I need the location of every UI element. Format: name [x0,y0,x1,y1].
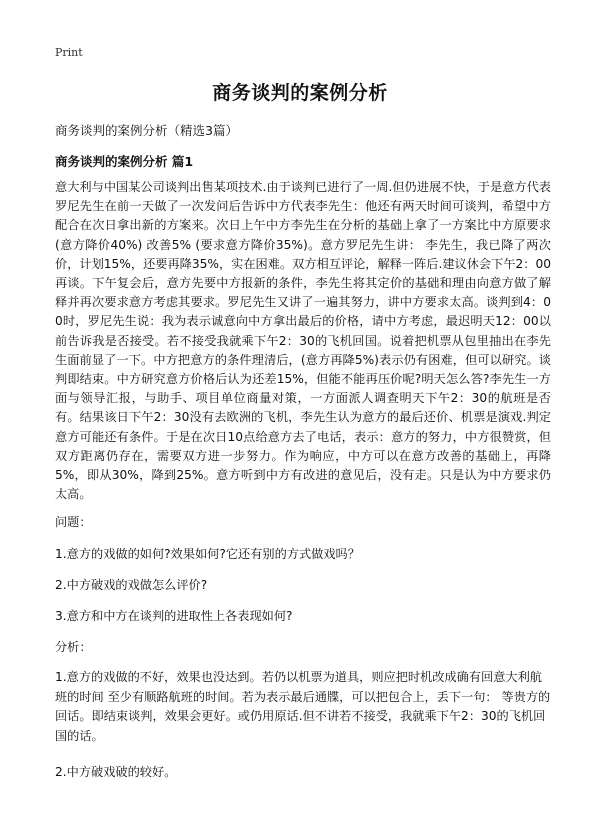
analysis-2: 2.中方破戏破的较好。 [55,765,177,779]
case-body-paragraph: 意大利与中国某公司谈判出售某项技术.由于谈判已进行了一周.但仍进展不快，于是意方代表罗尼先生在前一天做了一次发问后告诉中方代表李先生：他还有两天时间可谈判，希望中方配合在次日拿出新的方案来。次日上午中方李先生在分析的基础上拿了一方案比中方原要求 (意方降价40%) 改善5% (要求意方降价35%)。意方罗尼先生讲： 李先生，我已降了两次价，计划15%，还要再降35%，实在困难。双方相互评论，解释一阵后.建议休会下午2：00再谈。下午复会后，意方先要中方报新的条件，李先生将其定价的基础和理由向意方做了解释并再次要求意方考虑其要求。罗尼先生又讲了一遍其努力，讲中方要求太高。谈判到4：00时，罗尼先生说：我为表示诚意向中方拿出最后的价格，请中方考虑，最迟明天12：00以前告诉我是否接受。若不接受我就乘下午2：30的飞机回国。说着把机票从包里抽出在李先生面前显了一下。中方把意方的条件理清后，(意方再降5%)表示仍有困难，但可以研究。谈判即结束。中方研究意方价格后认为还差15%，但能不能再压价呢?明天怎么答?李先生一方面与领导汇报，与助手、项目单位商量对策，一方面派人调查明天下午2：30的航班是否有。结果该日下午2：30没有去欧洲的飞机，李先生认为意方的最后还价、机票是演戏.判定意方可能还有条件。于是在次日10点给意方去了电话，表示：意方的努力，中方很赞赏，但双方距离仍存在，需要双方进一步努力。作为响应，中方可以在意方改善的基础上，再降5%，即从30%，降到25%。意方听到中方有改进的意见后，没有走。只是认为中方要求仍太高。 [55,180,551,502]
analysis-1: 1.意方的戏做的不好，效果也没达到。若仍以机票为道具，则应把时机改成确有回意大利航班的时间 至少有顺路航班的时间。若为表示最后通牒，可以把包合上，丢下一句： 等贵方的回话。即结束谈判，效果会更好。或仍用原话.但不讲若不接受，我就乘下午2：30的飞机回国的话。 [55,670,551,743]
analysis-label: 分析： [55,640,92,654]
question-2: 2.中方破戏的戏做怎么评价? [55,578,208,592]
document-title: 商务谈判的案例分析 [212,82,388,104]
question-3: 3.意方和中方在谈判的进取性上各表现如何? [55,609,293,623]
questions-label: 问题： [55,515,92,529]
section-heading: 商务谈判的案例分析 篇1 [55,154,194,169]
document-subtitle: 商务谈判的案例分析（精选3篇） [55,123,238,138]
question-1: 1.意方的戏做的如何?效果如何?它还有别的方式做戏吗？ [55,547,360,561]
print-label[interactable]: Print [55,46,83,59]
